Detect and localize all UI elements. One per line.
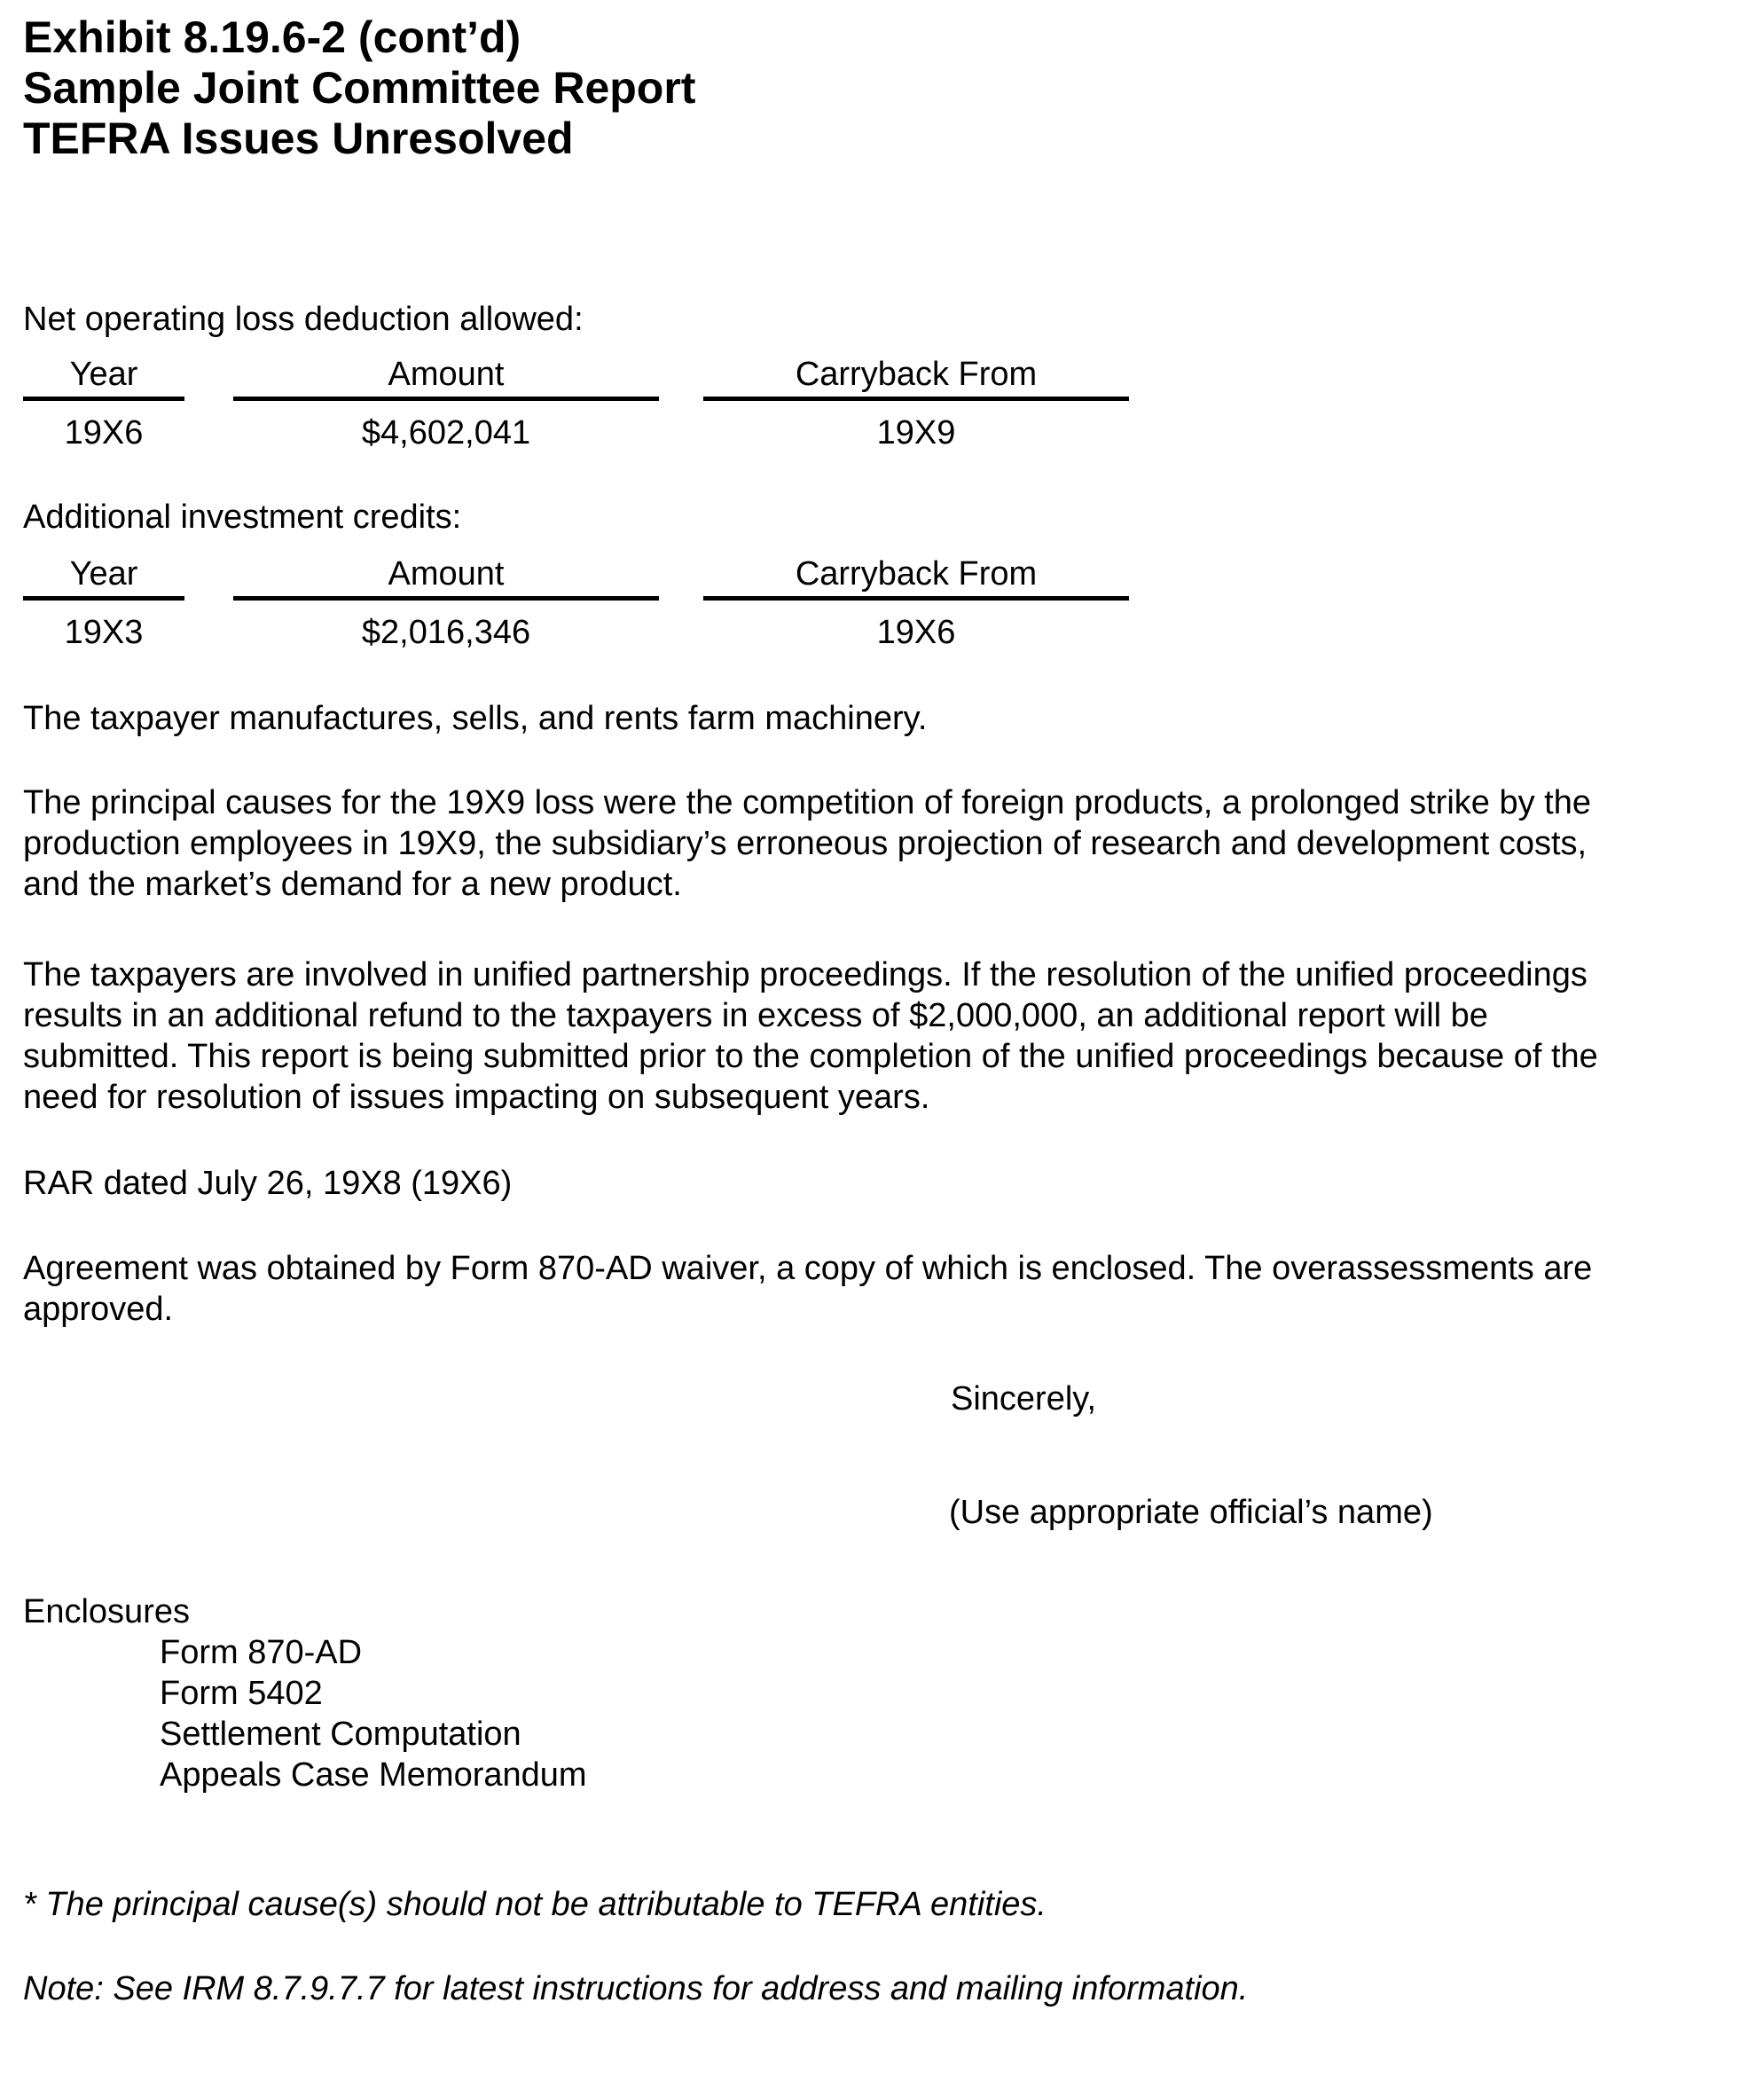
exhibit-heading-line-2: Sample Joint Committee Report (23, 63, 696, 113)
closing-official-name: (Use appropriate official’s name) (949, 1494, 1433, 1531)
enclosures-label: Enclosures (23, 1593, 190, 1630)
nol-table-header-carryback: Carryback From (703, 354, 1129, 401)
nol-table-header-row (23, 354, 1737, 401)
table-row (23, 401, 1737, 453)
footnote-asterisk: * The principal cause(s) should not be attributable to TEFRA entities. (23, 1886, 1047, 1923)
enclosure-item-appeals-case-memorandum: Appeals Case Memorandum (160, 1756, 587, 1794)
nol-table-header-year: Year (23, 354, 184, 401)
nol-table-cell-year: 19X6 (64, 414, 144, 452)
nol-table-cell-amount: $4,602,041 (361, 414, 531, 452)
exhibit-heading-line-1: Exhibit 8.19.6-2 (cont’d) (23, 12, 521, 62)
footnote-note: Note: See IRM 8.7.9.7.7 for latest instructions for address and mailing information. (23, 1970, 1249, 2007)
enclosure-item-form-870ad: Form 870-AD (160, 1634, 363, 1671)
rar-dated-line: RAR dated July 26, 19X8 (19X6) (23, 1165, 513, 1202)
credits-table-header-year: Year (23, 554, 184, 601)
credits-table-cell-carryback: 19X6 (876, 614, 956, 651)
closing-sincerely: Sincerely, (951, 1380, 1097, 1418)
credits-table-cell-year: 19X3 (64, 614, 144, 651)
nol-table-header-amount: Amount (233, 354, 659, 401)
paragraph-machinery: The taxpayer manufactures, sells, and rents farm machinery. (23, 700, 928, 737)
credits-intro-text: Additional investment credits: (23, 499, 462, 536)
exhibit-heading (23, 12, 1737, 164)
credits-table-cell-amount: $2,016,346 (361, 614, 531, 651)
paragraph-agreement: Agreement was obtained by Form 870-AD waiver, a copy of which is enclosed. The overassessments are approved. (23, 1250, 1593, 1328)
paragraph-principal-causes: The principal causes for the 19X9 loss were the competition of foreign products, a prolonged strike by the production employees in 19X9, the subsidiary’s erroneous projection of research and development costs, and the market’s demand for a new product. (23, 784, 1591, 903)
enclosure-item-form-5402: Form 5402 (160, 1675, 323, 1712)
enclosures-block (23, 1591, 1737, 1795)
nol-table (23, 354, 1737, 453)
credits-table-header-row (23, 554, 1737, 601)
credits-table-header-carryback: Carryback From (703, 554, 1129, 601)
credits-table (23, 554, 1737, 653)
exhibit-heading-line-3: TEFRA Issues Unresolved (23, 114, 574, 163)
credits-table-header-amount: Amount (233, 554, 659, 601)
table-row (23, 601, 1737, 653)
nol-intro-text: Net operating loss deduction allowed: (23, 301, 584, 338)
paragraph-unified-proceedings: The taxpayers are involved in unified partnership proceedings. If the resolution of the unified proceedings results in an additional refund to the taxpayers in excess of $2,000,000, an additional report will be submitted. This report is being submitted prior to the completion of the unified proceedings because of the need for resolution of issues impacting on subsequent years. (23, 956, 1598, 1116)
nol-table-cell-carryback: 19X9 (876, 414, 956, 452)
enclosure-item-settlement-computation: Settlement Computation (160, 1716, 521, 1753)
